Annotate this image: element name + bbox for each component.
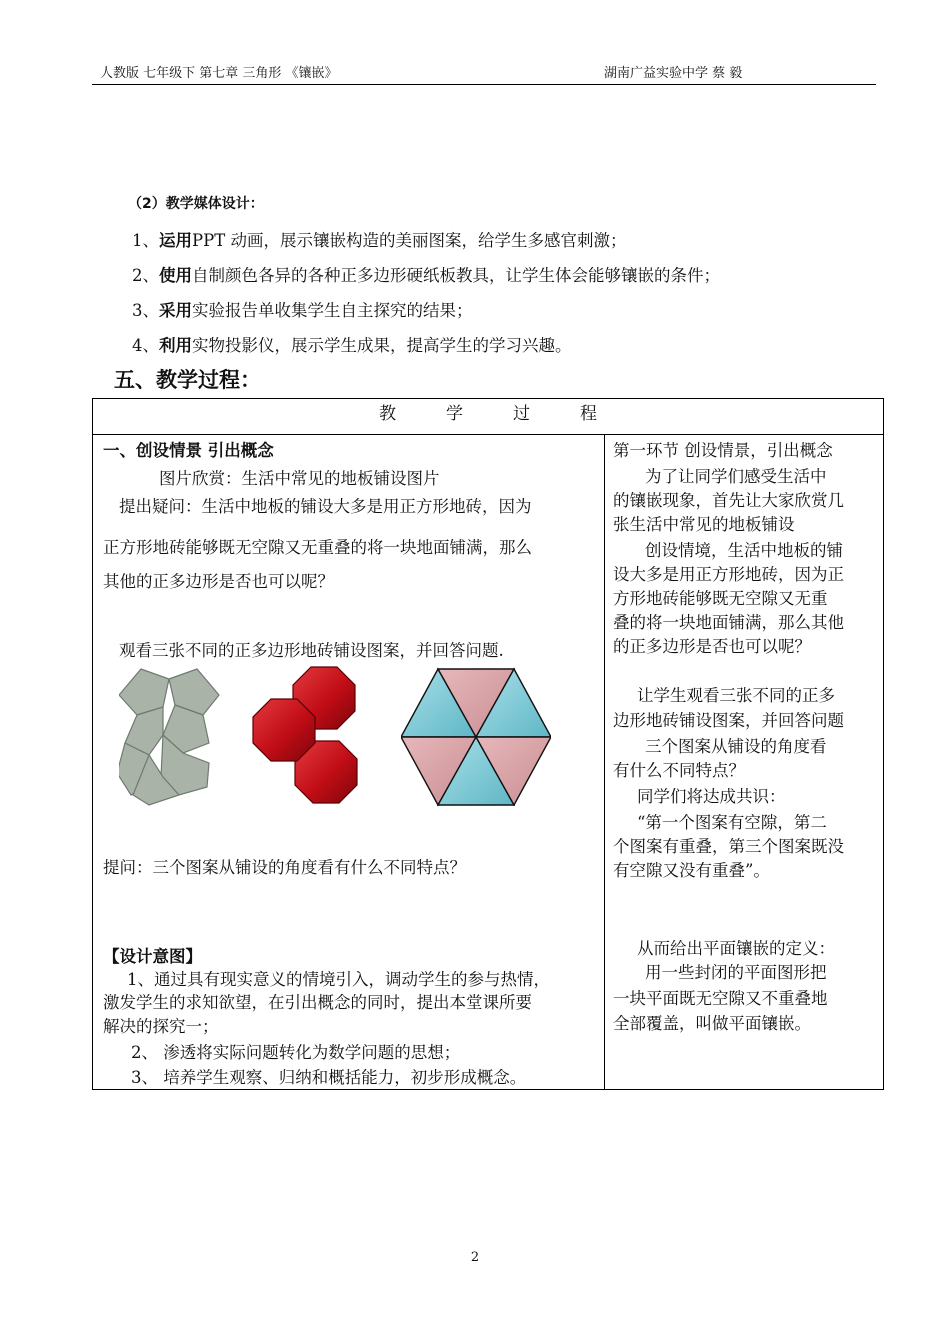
media-item: 4、利用实物投影仪，展示学生成果，提高学生的学习兴趣。: [132, 336, 572, 355]
right-line: 有什么不同特点？: [613, 761, 745, 780]
right-line: 第一环节 创设情景，引出概念: [613, 441, 833, 460]
right-line: 张生活中常见的地板铺设: [613, 515, 795, 534]
design-intent-title: 【设计意图】: [103, 947, 202, 966]
right-line: 一块平面既无空隙又不重叠地: [613, 989, 828, 1008]
text-line: 其他的正多边形是否也可以呢？: [103, 572, 334, 591]
teaching-process-table: [92, 398, 884, 1090]
media-item: 2、使用自制颜色各异的各种正多边形硬纸板教具，让学生体会能够镶嵌的条件；: [132, 266, 720, 285]
text-line: 观看三张不同的正多边形地砖铺设图案，并回答问题.: [119, 641, 504, 660]
page-number: 2: [470, 1250, 480, 1265]
right-line: “第一个图案有空隙，第二: [637, 813, 827, 832]
page-header: [92, 66, 876, 85]
section-title: 五、教学过程：: [114, 368, 261, 392]
triangle-hexagon-image: [401, 667, 551, 807]
right-line: 全部覆盖，叫做平面镶嵌。: [613, 1014, 811, 1033]
design-line: 解决的探究一；: [103, 1017, 219, 1036]
question-line: 提问：三个图案从铺设的角度看有什么不同特点？: [103, 858, 466, 877]
header-left: 人教版 七年级下 第七章 三角形 《镶嵌》: [100, 66, 338, 81]
text-line: 图片欣赏：生活中常见的地板铺设图片: [159, 469, 440, 488]
right-line: 设大多是用正方形地砖，因为正: [613, 565, 844, 584]
pentagon-tiling-image: [119, 667, 234, 807]
right-line: 方形地砖能够既无空隙又无重: [613, 589, 828, 608]
right-line: 让学生观看三张不同的正多: [637, 686, 835, 705]
right-line: 创设情境，生活中地板的铺: [645, 541, 843, 560]
right-line: 的镶嵌现象，首先让大家欣赏几: [613, 491, 844, 510]
right-line: 用一些封闭的平面图形把: [645, 963, 827, 982]
right-line: 同学们将达成共识：: [637, 787, 786, 806]
right-line: 边形地砖铺设图案，并回答问题: [613, 711, 844, 730]
right-line: 为了让同学们感受生活中: [645, 467, 827, 486]
right-line: 从而给出平面镶嵌的定义：: [637, 939, 835, 958]
media-item: 1、运用PPT 动画，展示镶嵌构造的美丽图案，给学生多感官刺激；: [132, 231, 627, 250]
right-line: 三个图案从铺设的角度看: [645, 737, 827, 756]
design-line: 激发学生的求知欲望，在引出概念的同时，提出本堂课所要: [103, 993, 532, 1012]
header-right: 湖南广益实验中学 蔡 毅: [604, 66, 743, 81]
design-line: 3、 培养学生观察、归纳和概括能力，初步形成概念。: [131, 1068, 527, 1087]
right-line: 的正多边形是否也可以呢？: [613, 637, 811, 656]
right-line: 叠的将一块地面铺满，那么其他: [613, 613, 844, 632]
column-divider: [604, 434, 605, 1089]
right-line: 有空隙又没有重叠”。: [613, 861, 770, 880]
media-design-title: （2）教学媒体设计：: [128, 196, 264, 212]
octagon-overlap-image: [251, 663, 376, 813]
right-line: 个图案有重叠，第三个图案既没: [613, 837, 844, 856]
design-line: 1、通过具有现实意义的情境引入，调动学生的参与热情，: [127, 970, 550, 989]
left-heading: 一、创设情景 引出概念: [103, 441, 274, 460]
table-header: 教学过程: [93, 399, 883, 435]
media-item: 3、采用实验报告单收集学生自主探究的结果；: [132, 301, 473, 320]
text-line: 正方形地砖能够既无空隙又无重叠的将一块地面铺满，那么: [103, 538, 532, 557]
text-line: 提出疑问：生活中地板的铺设大多是用正方形地砖，因为: [119, 497, 532, 516]
design-line: 2、 渗透将实际问题转化为数学问题的思想；: [131, 1043, 461, 1062]
